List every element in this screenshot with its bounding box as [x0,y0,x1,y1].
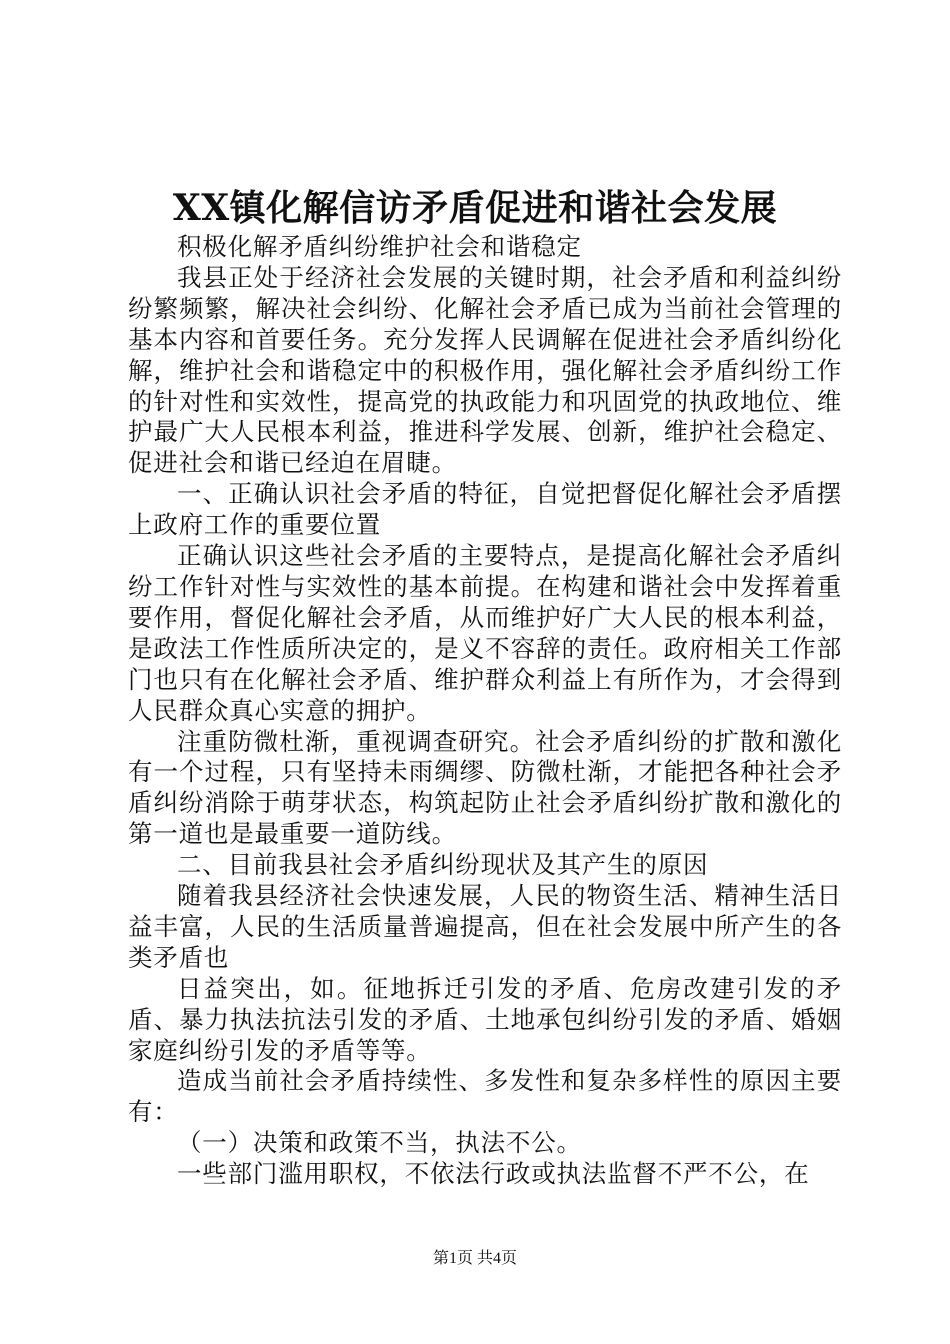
paragraph: 我县正处于经济社会发展的关键时期，社会矛盾和利益纠纷纷繁频繁，解决社会纠纷、化解社会矛盾已成为当前社会管理的基本内容和首要任务。充分发挥人民调解在促进社会矛盾纠纷化解，维护社会和谐稳定中的积极作用，强化解社会矛盾纠纷工作的针对性和实效性，提高党的执政能力和巩固党的执政地位、维护最广大人民根本利益，推进科学发展、创新，维护社会稳定、促进社会和谐已经迫在眉睫。 [128,262,842,478]
document-body [128,232,842,1190]
document-title: XX镇化解信访矛盾促进和谐社会发展 [172,187,778,229]
section-heading: 二、目前我县社会矛盾纠纷现状及其产生的原因 [177,850,709,880]
subsection-heading: （一）决策和政策不当，执法不公。 [177,1128,582,1158]
paragraph: 一些部门滥用职权，不依法行政或执法监督不严不公，在 [177,1159,810,1189]
paragraph: 随着我县经济社会快速发展，人民的物资生活、精神生活日益丰富，人民的生活质量普遍提高，但在社会发展中所产生的各类矛盾也 [128,881,842,972]
paragraph: 正确认识这些社会矛盾的主要特点，是提高化解社会矛盾纠纷工作针对性与实效性的基本前提。在构建和谐社会中发挥着重要作用，督促化解社会矛盾，从而维护好广大人民的根本利益，是政法工作性质所决定的，是义不容辞的责任。政府相关工作部门也只有在化解社会矛盾、维护群众利益上有所作为，才会得到人民群众真心实意的拥护。 [128,541,842,725]
paragraph: 日益突出，如。征地拆迁引发的矛盾、危房改建引发的矛盾、暴力执法抗法引发的矛盾、土地承包纠纷引发的矛盾、婚姻家庭纠纷引发的矛盾等等。 [128,973,842,1065]
section-heading: 一、正确认识社会矛盾的特征，自觉把督促化解社会矛盾摆上政府工作的重要位置 [128,479,842,540]
paragraph: 积极化解矛盾纠纷维护社会和谐稳定 [177,232,582,261]
paragraph: 注重防微杜渐，重视调查研究。社会矛盾纠纷的扩散和激化有一个过程，只有坚持未雨绸缪、防微杜渐，才能把各种社会矛盾纠纷消除于萌芽状态，构筑起防止社会矛盾纠纷扩散和激化的第一道也是最重要一道防线。 [128,726,842,849]
page-footer: 第1页 共4页 [432,1250,517,1267]
paragraph: 造成当前社会矛盾持续性、多发性和复杂多样性的原因主要有： [128,1066,842,1127]
